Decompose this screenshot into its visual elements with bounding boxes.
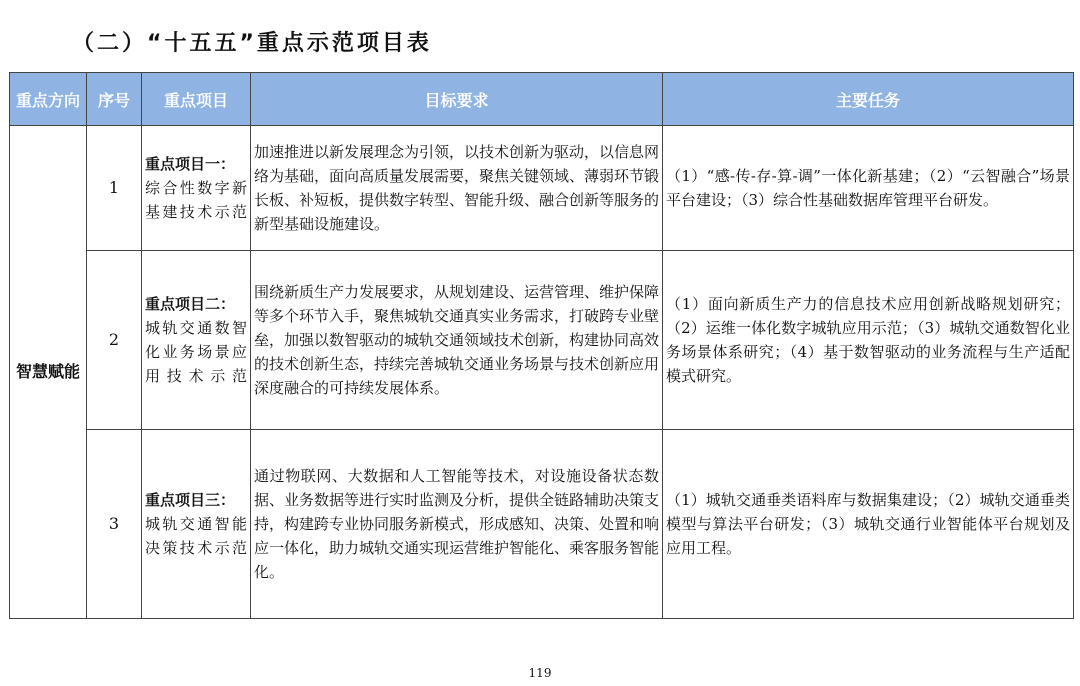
projects-table	[9, 72, 1074, 619]
row-index: 3	[87, 430, 142, 619]
page-number: 119	[528, 666, 552, 680]
tasks-cell: （1）城轨交通垂类语料库与数据集建设；（2）城轨交通垂类模型与算法平台研发；（3）城轨交通行业智能体平台规划及应用工程。	[663, 430, 1074, 619]
project-name: 重点项目一：	[145, 155, 236, 173]
table-row	[10, 251, 1074, 430]
header-direction: 重点方向	[10, 73, 87, 126]
project-cell	[142, 126, 251, 251]
header-tasks: 主要任务	[663, 73, 1074, 126]
table-row	[10, 126, 1074, 251]
project-name: 重点项目三：	[145, 491, 236, 509]
project-cell	[142, 430, 251, 619]
project-cell	[142, 251, 251, 430]
header-requirement: 目标要求	[251, 73, 663, 126]
project-desc: 城轨交通智能决策技术示范	[145, 515, 247, 557]
project-desc: 综合性数字新基建技术示范	[145, 179, 247, 221]
requirement-cell: 加速推进以新发展理念为引领，以技术创新为驱动，以信息网络为基础，面向高质量发展需要，聚焦关键领域、薄弱环节锻长板、补短板，提供数字转型、智能升级、融合创新等服务的新型基础设施建设。	[251, 126, 663, 251]
project-name: 重点项目二：	[145, 295, 236, 313]
header-project: 重点项目	[142, 73, 251, 126]
requirement-cell: 通过物联网、大数据和人工智能等技术，对设施设备状态数据、业务数据等进行实时监测及分析，提供全链路辅助决策支持，构建跨专业协同服务新模式，形成感知、决策、处置和响应一体化，助力城轨交通实现运营维护智能化、乘客服务智能化。	[251, 430, 663, 619]
table-row	[10, 430, 1074, 619]
page-title: （二）“十五五”重点示范项目表	[72, 31, 432, 56]
direction-cell: 智慧赋能	[10, 126, 87, 619]
requirement-cell: 围绕新质生产力发展要求，从规划建设、运营管理、维护保障等多个环节入手，聚焦城轨交通真实业务需求，打破跨专业壁垒，加强以数智驱动的城轨交通领域技术创新，构建协同高效的技术创新生态，持续完善城轨交通业务场景与技术创新应用深度融合的可持续发展体系。	[251, 251, 663, 430]
header-index: 序号	[87, 73, 142, 126]
tasks-cell: （1）面向新质生产力的信息技术应用创新战略规划研究；（2）运维一体化数字城轨应用示范；（3）城轨交通数智化业务场景体系研究；（4）基于数智驱动的业务流程与生产适配模式研究。	[663, 251, 1074, 430]
table-header-row	[10, 73, 1074, 126]
row-index: 2	[87, 251, 142, 430]
project-desc: 城轨交通数智化业务场景应用技术示范	[145, 319, 247, 385]
tasks-cell: （1）“感-传-存-算-调”一体化新基建；（2）“云智融合”场景平台建设；（3）综合性基础数据库管理平台研发。	[663, 126, 1074, 251]
row-index: 1	[87, 126, 142, 251]
